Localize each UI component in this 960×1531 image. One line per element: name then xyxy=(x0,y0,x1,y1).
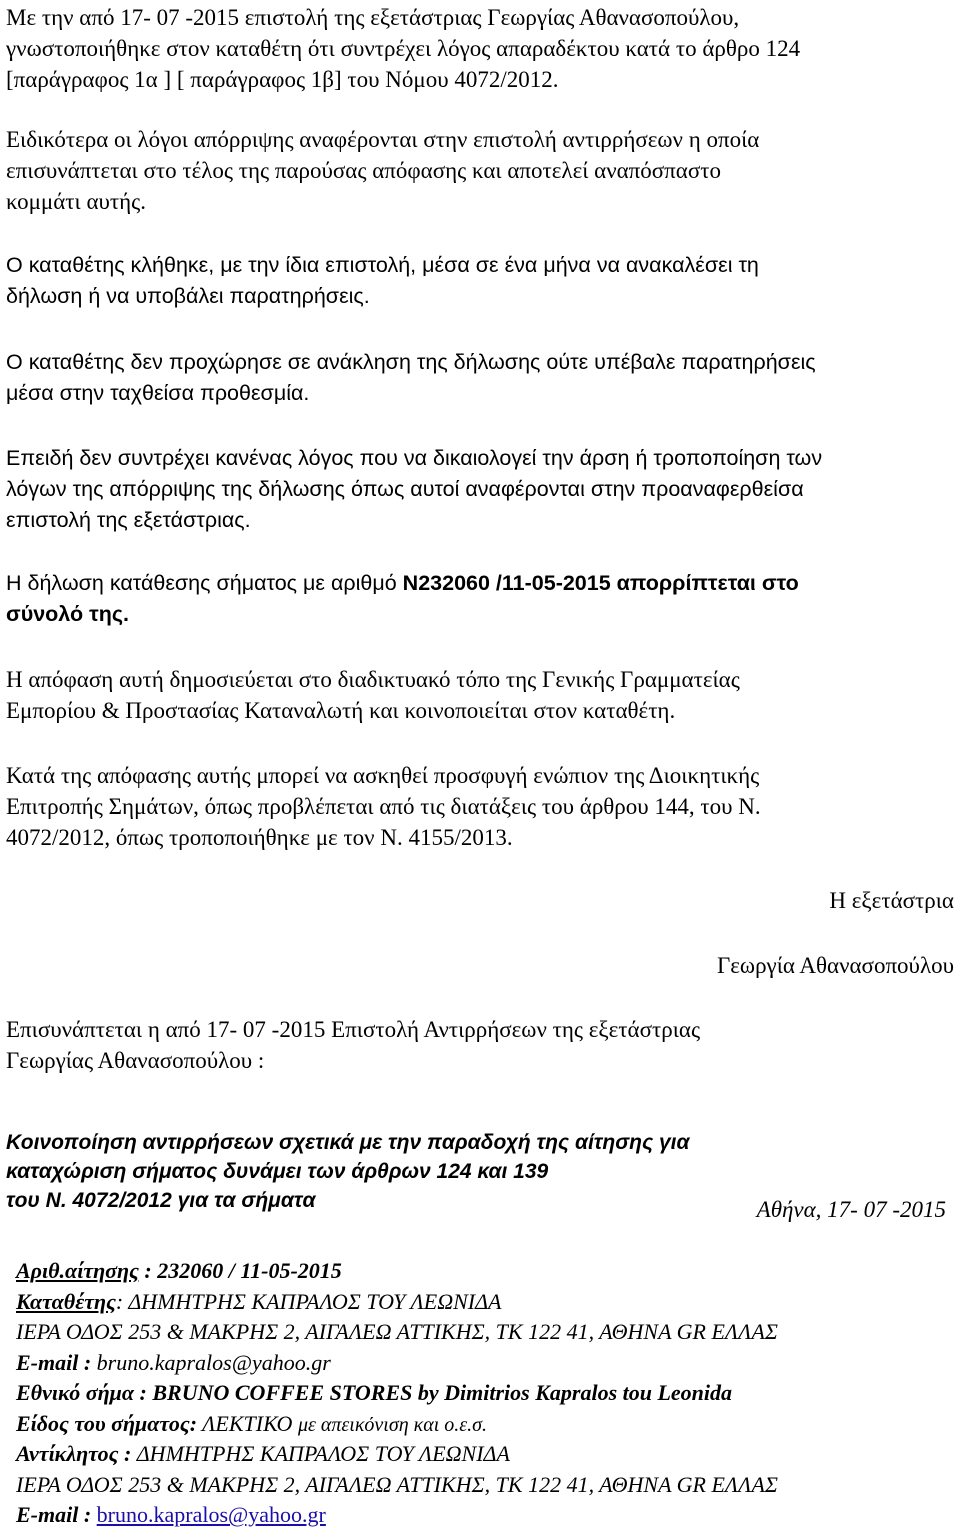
decision-outcome: N232060 /11-05-2015 απορρίπτεται στο σύνολό της. xyxy=(6,571,799,626)
paragraph-appeal: Κατά της απόφασης αυτής μπορεί να ασκηθεί προσφυγή ενώπιον της Διοικητικής Επιτροπής Σημάτων, όπως προβλέπεται από τις διατάξεις του άρθρου 144, του Ν. 4072/2012, όπως τροποποιήθηκε με τον Ν. 4155/2013. xyxy=(6,763,761,850)
paragraph-notification: Με την από 17- 07 -2015 επιστολή της εξετάστριας Γεωργίας Αθανασοπούλου, γνωστοποιήθηκε στον καταθέτη ότι συντρέχει λόγος απαραδέκτου κατά το άρθρο 124 [παράγραφος 1α ] [ παράγραφος 1β] του Νόμου 4072/2012. xyxy=(6,5,801,92)
mark-type-value: ΛΕΚΤΙΚΟ xyxy=(197,1410,298,1436)
paragraph-justification: Επειδή δεν συντρέχει κανένας λόγος που να δικαιολογεί την άρση ή τροποποίηση των λόγων της απόρριψης της δήλωσης όπως αυτοί αναφέρονται στην προαναφερθείσα επιστολή της εξετάστριας. xyxy=(6,446,823,532)
applicant-address: ΙΕΡΑ ΟΔΟΣ 253 & ΜΑΚΡΗΣ 2, ΑΙΓΑΛΕΩ ΑΤΤΙΚΗΣ, ΤΚ 122 41, ΑΘΗΝΑ GR ΕΛΛΑΣ xyxy=(16,1319,778,1344)
applicant-email-label: E-mail : xyxy=(16,1349,97,1375)
application-number-row xyxy=(16,1256,956,1287)
signature-role: Η εξετάστρια xyxy=(829,888,954,913)
application-number-label: Αριθ.αίτησης xyxy=(16,1258,139,1283)
paragraph-reasons: Ειδικότερα οι λόγοι απόρριψης αναφέρονται στην επιστολή αντιρρήσεων η οποία επισυνάπτεται στο τέλος της παρούσας απόφασης και αποτελεί αναπόσπαστο κομμάτι αυτής. xyxy=(6,127,760,214)
national-mark-row xyxy=(16,1378,956,1409)
decision-text: Η δήλωση κατάθεσης σήματος με αριθμό xyxy=(6,571,403,595)
applicant-email-value: bruno.kapralos@yahoo.gr xyxy=(96,1349,331,1375)
paragraph-decision xyxy=(6,568,956,630)
letter-subject: Κοινοποίηση αντιρρήσεων σχετικά με την παραδοχή της αίτησης για καταχώριση σήματος δυνάμει των άρθρων 124 και 139 του Ν. 4072/2012 για τα σήματα xyxy=(6,1131,690,1212)
representative-email-row xyxy=(16,1500,956,1531)
paragraph-invitation: Ο καταθέτης κλήθηκε, με την ίδια επιστολή, μέσα σε ένα μήνα να ανακαλέσει τη δήλωση ή να υποβάλει παρατηρήσεις. xyxy=(6,253,759,308)
paragraph-no-response: Ο καταθέτης δεν προχώρησε σε ανάκληση της δήλωσης ούτε υπέβαλε παρατηρήσεις μέσα στην ταχθείσα προθεσμία. xyxy=(6,350,816,405)
mark-type-row xyxy=(16,1409,956,1440)
mark-type-extra: με απεικόνιση και ο.ε.σ. xyxy=(297,1413,488,1436)
attachment-note: Επισυνάπτεται η από 17- 07 -2015 Επιστολή Αντιρρήσεων της εξετάστριας Γεωργίας Αθανασοπούλου : xyxy=(6,1017,701,1073)
mark-type-label: Είδος του σήματος: xyxy=(16,1410,198,1436)
applicant-value: : ΔΗΜΗΤΡΗΣ ΚΑΠΡΑΛΟΣ ΤΟΥ ΛΕΩΝΙΔΑ xyxy=(115,1288,502,1314)
applicant-email-row xyxy=(16,1348,956,1379)
national-mark-value: BRUNO COFFEE STORES by Dimitrios Kapralos tou Leonida xyxy=(152,1380,733,1405)
paragraph-publication: Η απόφαση αυτή δημοσιεύεται στο διαδικτυακό τόπο της Γενικής Γραμματείας Εμπορίου & Προστασίας Καταναλωτή και κοινοποιείται στον καταθέτη. xyxy=(6,667,740,723)
letter-date: Αθήνα, 17- 07 -2015 xyxy=(756,1197,946,1222)
representative-label: Αντίκλητος : xyxy=(16,1441,137,1466)
applicant-label: Καταθέτης xyxy=(16,1288,116,1314)
national-mark-label: Εθνικό σήμα : xyxy=(16,1380,153,1405)
application-info xyxy=(16,1256,956,1531)
representative-email-link[interactable]: bruno.kapralos@yahoo.gr xyxy=(96,1502,326,1527)
representative-address: ΙΕΡΑ ΟΔΟΣ 253 & ΜΑΚΡΗΣ 2, ΑΙΓΑΛΕΩ ΑΤΤΙΚΗΣ, ΤΚ 122 41, ΑΘΗΝΑ GR ΕΛΛΑΣ xyxy=(16,1471,778,1497)
application-number-value: : 232060 / 11-05-2015 xyxy=(138,1258,342,1283)
representative-email-label: E-mail : xyxy=(16,1502,97,1527)
signature-name: Γεωργία Αθανασοπούλου xyxy=(716,953,954,978)
representative-row xyxy=(16,1439,956,1470)
representative-value: ΔΗΜΗΤΡΗΣ ΚΑΠΡΑΛΟΣ ΤΟΥ ΛΕΩΝΙΔΑ xyxy=(136,1441,510,1466)
applicant-row xyxy=(16,1287,956,1318)
